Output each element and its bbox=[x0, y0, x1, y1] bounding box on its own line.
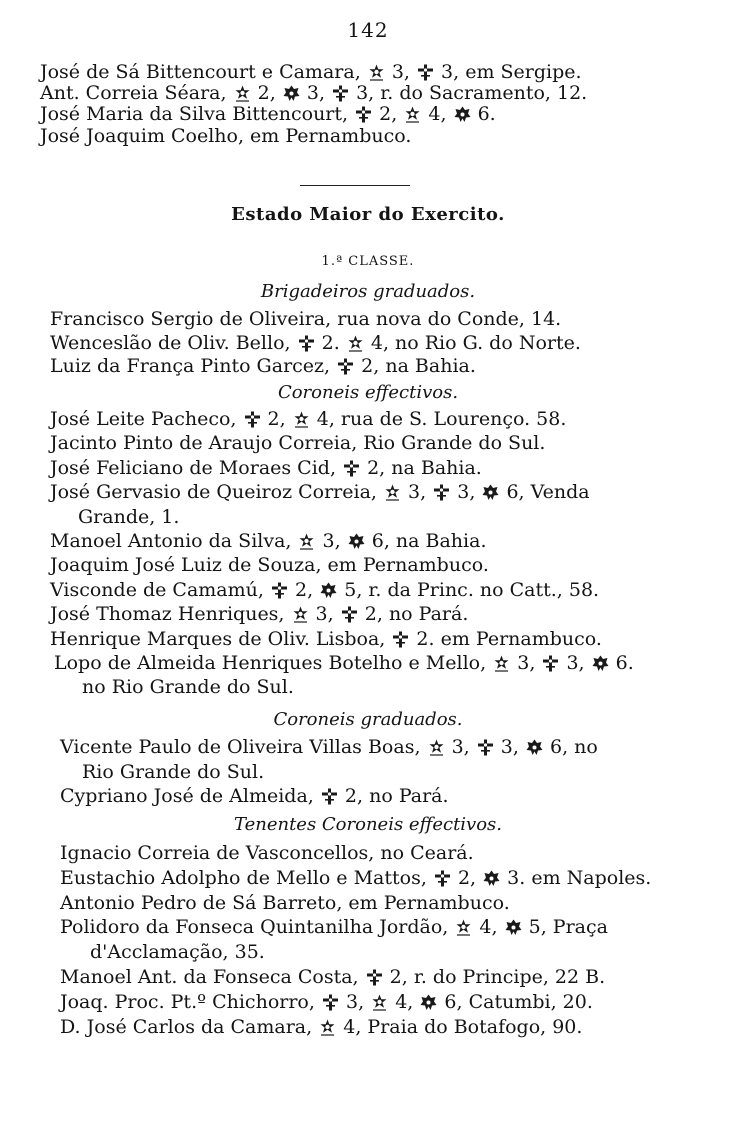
order-cross-icon bbox=[271, 582, 288, 599]
order-cross-icon bbox=[337, 358, 354, 375]
entry-text: 2. bbox=[315, 331, 346, 354]
entry-text: Polidoro da Fonseca Quintanilha Jordão, bbox=[60, 916, 455, 939]
entry-line bbox=[60, 990, 593, 1014]
order-cross-icon bbox=[434, 870, 451, 887]
order-star-icon bbox=[371, 994, 388, 1011]
entry-line bbox=[50, 456, 482, 480]
entry-text: Visconde de Camamú, bbox=[50, 578, 270, 601]
entry-line bbox=[82, 675, 294, 699]
entry-text: 3, bbox=[511, 652, 542, 674]
entry-line bbox=[60, 735, 598, 759]
entry-text: 6, no bbox=[543, 736, 598, 758]
order-star-icon bbox=[455, 919, 472, 936]
entry-line bbox=[90, 940, 265, 964]
entry-text: 6, na Bahia. bbox=[365, 530, 487, 552]
entry-text: 3, bbox=[300, 82, 332, 105]
entry-text: D. José Carlos da Camara, bbox=[60, 1015, 319, 1038]
order-rose-icon bbox=[505, 919, 522, 936]
entry-text: José Leite Pacheco, bbox=[50, 408, 243, 430]
entry-text: 3, bbox=[385, 61, 416, 83]
entry-text: 2, no Pará. bbox=[358, 603, 469, 626]
order-cross-icon bbox=[321, 788, 338, 805]
order-star-icon bbox=[234, 85, 251, 102]
entry-text: 4, bbox=[389, 990, 420, 1013]
entry-text: 5, r. da Princ. no Catt., 58. bbox=[338, 578, 600, 601]
entry-line bbox=[50, 627, 602, 651]
entry-text: 4, no Rio G. do Norte. bbox=[364, 331, 581, 354]
entry-text: 3, bbox=[309, 603, 340, 626]
section-divider bbox=[300, 185, 410, 186]
entry-line bbox=[60, 866, 651, 890]
entry-text: Henrique Marques de Oliv. Lisboa, bbox=[50, 627, 392, 650]
entry-text: 6, Catumbi, 20. bbox=[438, 990, 593, 1013]
order-rose-icon bbox=[348, 533, 365, 550]
entry-text: 2, bbox=[451, 866, 483, 889]
order-star-icon bbox=[319, 1019, 336, 1036]
entry-text: Francisco Sergio de Oliveira, rua nova do Conde, 14. bbox=[50, 308, 562, 330]
order-rose-icon bbox=[454, 106, 471, 123]
entry-text: Grande, 1. bbox=[78, 505, 180, 528]
entry-text: Joaq. Proc. Pt.º Chichorro, bbox=[60, 990, 321, 1013]
entry-line bbox=[50, 553, 489, 577]
entry-text: 3, bbox=[494, 736, 525, 758]
entry-text: 2, bbox=[288, 578, 320, 601]
entry-line bbox=[50, 431, 545, 455]
order-rose-icon bbox=[482, 484, 499, 501]
order-rose-icon bbox=[483, 870, 500, 887]
entry-line bbox=[50, 578, 599, 602]
entry-line bbox=[54, 651, 634, 675]
order-star-icon bbox=[298, 533, 315, 550]
entry-text: no Rio Grande do Sul. bbox=[82, 676, 294, 699]
entry-text: José de Sá Bittencourt e Camara, bbox=[40, 61, 367, 83]
order-cross-icon bbox=[392, 631, 409, 648]
entry-line bbox=[40, 124, 411, 148]
entry-text: José Gervasio de Queiroz Correia, bbox=[50, 481, 383, 504]
order-cross-icon bbox=[332, 85, 349, 102]
entry-text: Manoel Antonio da Silva, bbox=[50, 530, 298, 552]
entry-text: José Feliciano de Moraes Cid, bbox=[50, 456, 343, 479]
entry-line bbox=[50, 307, 561, 331]
section-title: Estado Maior do Exercito. bbox=[231, 204, 505, 225]
entry-text: 4, bbox=[473, 916, 504, 939]
order-star-icon bbox=[368, 64, 385, 81]
order-star-icon bbox=[347, 335, 364, 352]
entry-text: 3, bbox=[316, 530, 347, 552]
entry-text: 6. bbox=[609, 652, 634, 674]
subheading-brigadeiros: Brigadeiros graduados. bbox=[260, 281, 476, 302]
order-star-icon bbox=[384, 484, 401, 501]
entry-text: Manoel Ant. da Fonseca Costa, bbox=[60, 966, 365, 988]
entry-text: Lopo de Almeida Henriques Botelho e Mello, bbox=[54, 652, 493, 674]
entry-line bbox=[50, 331, 581, 355]
order-rose-icon bbox=[592, 655, 609, 672]
order-cross-icon bbox=[366, 969, 383, 986]
entry-text: 3. em Napoles. bbox=[501, 866, 652, 889]
order-star-icon bbox=[493, 655, 510, 672]
entry-text: Wenceslão de Oliv. Bello, bbox=[50, 331, 297, 354]
entry-text: 2, na Bahia. bbox=[361, 456, 482, 479]
order-cross-icon bbox=[343, 460, 360, 477]
entry-line bbox=[60, 965, 605, 989]
entry-text: 2, bbox=[261, 408, 292, 430]
entry-text: 4, bbox=[422, 103, 453, 126]
entry-text: Antonio Pedro de Sá Barreto, em Pernambuco. bbox=[60, 891, 510, 914]
order-rose-icon bbox=[283, 85, 300, 102]
order-cross-icon bbox=[355, 106, 372, 123]
entry-text: José Thomaz Henriques, bbox=[50, 603, 291, 626]
entry-text: 2, no Pará. bbox=[338, 785, 449, 807]
order-star-icon bbox=[293, 411, 310, 428]
entry-text: Ant. Correia Séara, bbox=[40, 82, 233, 105]
order-cross-icon bbox=[542, 655, 559, 672]
entry-line bbox=[50, 407, 566, 431]
order-cross-icon bbox=[244, 411, 261, 428]
entry-text: 3, bbox=[339, 990, 371, 1013]
page-number: 142 bbox=[347, 18, 389, 42]
entry-text: Vicente Paulo de Oliveira Villas Boas, bbox=[60, 736, 427, 758]
entry-text: José Maria da Silva Bittencourt, bbox=[40, 103, 355, 126]
entry-text: 2, r. do Principe, 22 B. bbox=[383, 966, 606, 988]
order-star-icon bbox=[292, 606, 309, 623]
entry-text: José Joaquim Coelho, em Pernambuco. bbox=[40, 124, 412, 147]
entry-line bbox=[82, 760, 264, 784]
entry-text: 3, bbox=[560, 652, 591, 674]
subheading-coroneis-effectivos: Coroneis effectivos. bbox=[277, 382, 459, 403]
entry-line bbox=[60, 915, 608, 939]
order-cross-icon bbox=[322, 994, 339, 1011]
entry-text: 2, bbox=[251, 82, 282, 105]
class-heading: 1.ª CLASSE. bbox=[321, 254, 415, 269]
entry-text: 4, rua de S. Lourenço. 58. bbox=[310, 408, 567, 430]
entry-text: Cypriano José de Almeida, bbox=[60, 785, 320, 807]
entry-text: 3, r. do Sacramento, 12. bbox=[350, 82, 588, 105]
entry-line bbox=[60, 891, 510, 915]
entry-line bbox=[78, 505, 179, 529]
entry-line bbox=[50, 602, 468, 626]
entry-line bbox=[50, 354, 476, 378]
order-rose-icon bbox=[420, 994, 437, 1011]
entry-line bbox=[50, 480, 590, 504]
order-cross-icon bbox=[417, 64, 434, 81]
entry-text: Joaquim José Luiz de Souza, em Pernambuco. bbox=[50, 554, 489, 577]
entry-text: 6, Venda bbox=[500, 481, 590, 504]
entry-text: 5, Praça bbox=[522, 916, 608, 939]
entry-text: 3, em Sergipe. bbox=[435, 61, 582, 83]
order-star-icon bbox=[404, 106, 421, 123]
entry-text: 6. bbox=[471, 103, 496, 126]
order-cross-icon bbox=[433, 484, 450, 501]
entry-text: 4, Praia do Botafogo, 90. bbox=[337, 1015, 583, 1038]
entry-text: 2. em Pernambuco. bbox=[410, 627, 602, 650]
entry-text: Jacinto Pinto de Araujo Correia, Rio Grande do Sul. bbox=[50, 432, 546, 455]
subheading-coroneis-graduados: Coroneis graduados. bbox=[273, 709, 463, 730]
entry-line bbox=[60, 784, 449, 808]
entry-text: Luiz da França Pinto Garcez, bbox=[50, 355, 337, 377]
entry-text: 2, na Bahia. bbox=[355, 355, 476, 377]
subheading-tenentes-coroneis: Tenentes Coroneis effectivos. bbox=[233, 814, 503, 835]
entry-text: Rio Grande do Sul. bbox=[82, 760, 265, 783]
entry-line bbox=[60, 841, 474, 865]
order-cross-icon bbox=[298, 335, 315, 352]
entry-text: 3, bbox=[451, 481, 482, 504]
order-rose-icon bbox=[320, 582, 337, 599]
entry-text: 2, bbox=[373, 103, 404, 126]
entry-text: d'Acclamação, 35. bbox=[90, 941, 265, 964]
entry-line bbox=[50, 529, 487, 553]
entry-text: Eustachio Adolpho de Mello e Mattos, bbox=[60, 866, 433, 889]
entry-text: 3, bbox=[401, 481, 433, 504]
entry-text: Ignacio Correia de Vasconcellos, no Ceará. bbox=[60, 842, 474, 864]
order-star-icon bbox=[428, 739, 445, 756]
order-cross-icon bbox=[341, 606, 358, 623]
order-rose-icon bbox=[526, 739, 543, 756]
order-cross-icon bbox=[477, 739, 494, 756]
entry-line bbox=[60, 1015, 582, 1039]
entry-text: 3, bbox=[445, 736, 476, 758]
